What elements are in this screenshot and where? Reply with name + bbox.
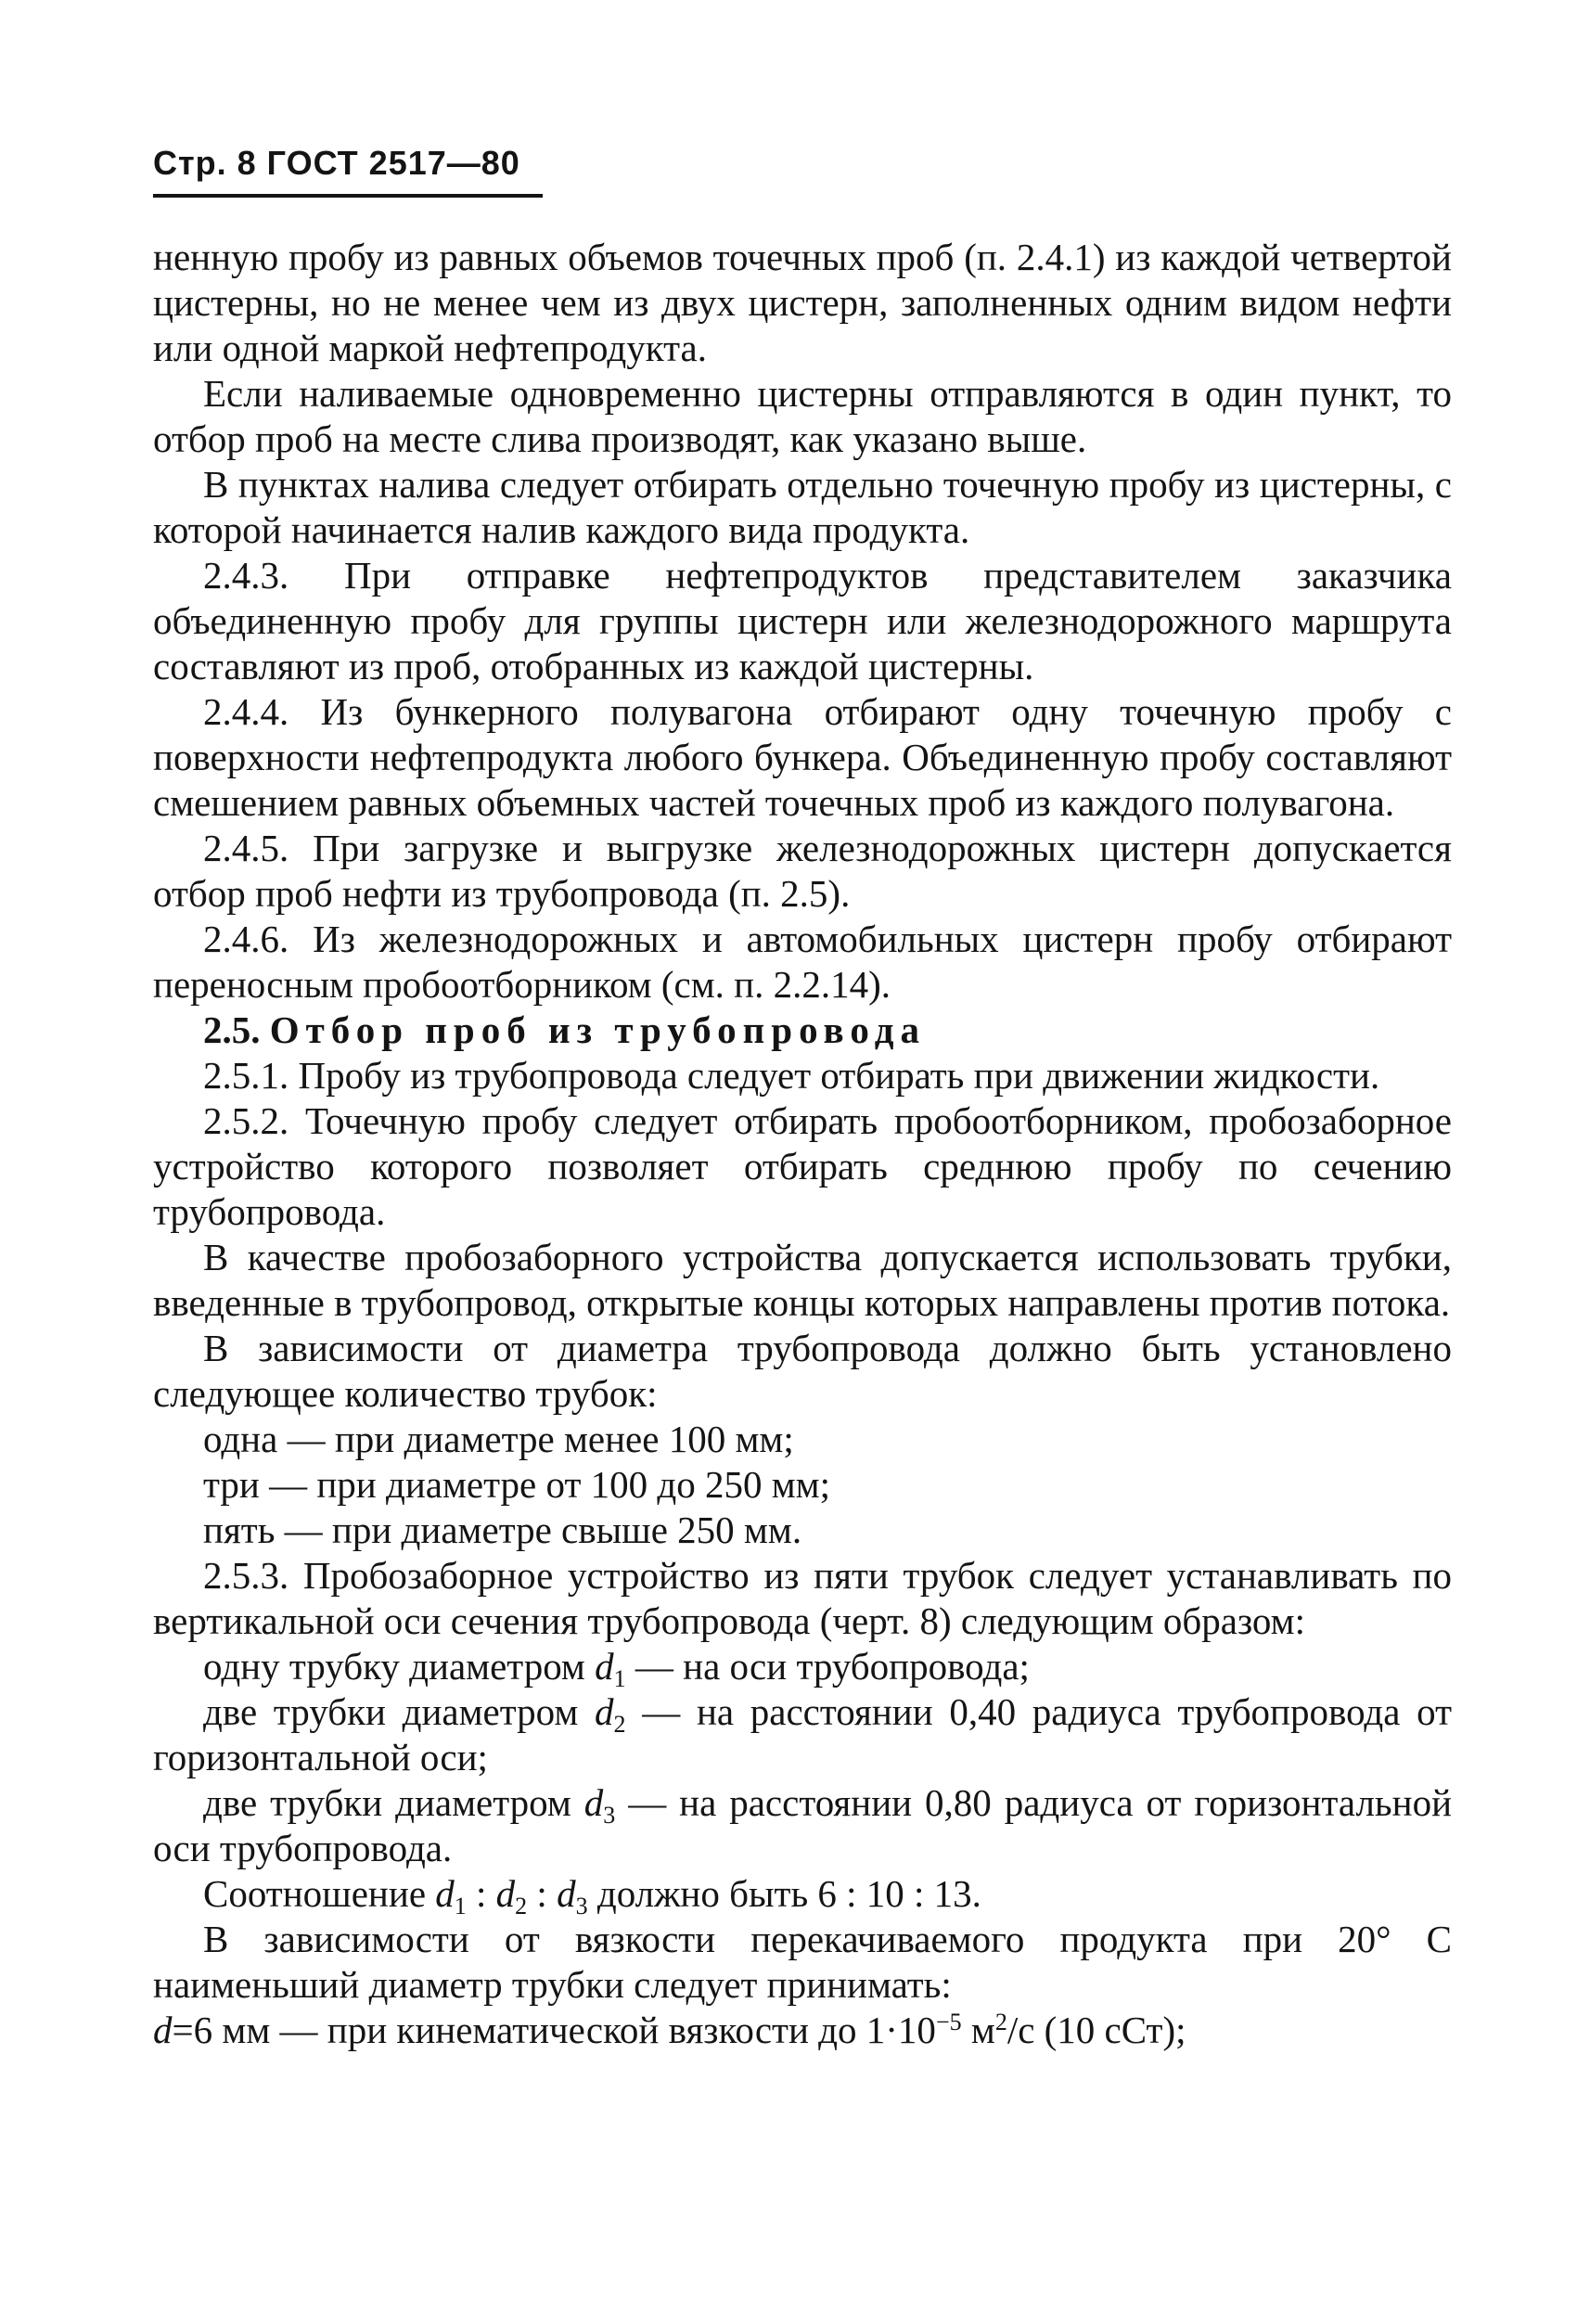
subscript: 3 xyxy=(575,1893,588,1920)
symbol-d: d xyxy=(435,1872,455,1915)
tube-d3-pre: две трубки диаметром xyxy=(203,1781,571,1824)
page-header: Стр. 8 ГОСТ 2517—80 xyxy=(153,144,543,198)
paragraph: ненную пробу из равных объемов точечных проб (п. 2.4.1) из каждой четвертой цистерны, но не менее чем из двух цистерн, заполненных одним видом нефти или одной маркой нефтепродукта. xyxy=(153,236,1452,369)
exponent: −5 xyxy=(935,2009,962,2035)
subscript: 2 xyxy=(613,1711,626,1738)
symbol-d: d xyxy=(583,1781,604,1824)
list-item: три — при диаметре от 100 до 250 мм; xyxy=(203,1463,831,1506)
tube-d1-pre: одну трубку диаметром xyxy=(203,1645,585,1688)
tube-d2-line xyxy=(153,1689,1452,1780)
ratio-line xyxy=(153,1871,1452,1920)
paragraph-2-4-4: 2.4.4. Из бункерного полувагона отбирают одну точечную пробу с поверхности нефтепродукта любого бункера. Объединенную пробу составляют смешением равных объемных частей точечных проб из каждого полувагона. xyxy=(153,690,1452,824)
viscosity-a: =6 мм — при кинематической вязкости до 1·10 xyxy=(172,2009,936,2051)
tube-d2-post: — на расстоянии 0,40 радиуса трубопровода от горизонтальной оси; xyxy=(153,1690,1453,1778)
section-title: Отбор проб из трубопровода xyxy=(269,1008,926,1051)
colon: : xyxy=(527,1872,558,1915)
symbol-d: d xyxy=(595,1645,614,1688)
document-body xyxy=(153,235,1452,2053)
paragraph: В качестве пробозаборного устройства допускается использовать трубки, введенные в трубопровод, открытые концы которых направлены против потока. xyxy=(153,1236,1452,1324)
document-page xyxy=(153,144,1452,2053)
section-heading-2-5 xyxy=(153,1008,1452,1053)
subscript: 3 xyxy=(603,1802,616,1829)
colon: : xyxy=(466,1872,496,1915)
paragraph-2-4-3: 2.4.3. При отправке нефтепродуктов представителем заказчика объединенную пробу для группы цистерн или железнодорожного маршрута составляют из проб, отобранных из каждой цистерны. xyxy=(153,554,1452,687)
paragraph-2-5-2: 2.5.2. Точечную пробу следует отбирать пробоотборником, пробозаборное устройство которого позволяет отбирать среднюю пробу по сечению трубопровода. xyxy=(153,1099,1452,1233)
paragraph-2-4-6: 2.4.6. Из железнодорожных и автомобильных цистерн пробу отбирают переносным пробоотборником (см. п. 2.2.14). xyxy=(153,918,1452,1006)
subscript: 1 xyxy=(454,1893,467,1920)
symbol-d: d xyxy=(153,2009,173,2051)
tube-d2-pre: две трубки диаметром xyxy=(203,1690,579,1733)
viscosity-c: /с (10 сСт); xyxy=(1006,2009,1186,2051)
paragraph-2-5-1: 2.5.1. Пробу из трубопровода следует отбирать при движении жидкости. xyxy=(203,1054,1380,1097)
tube-d1-post: — на оси трубопровода; xyxy=(635,1645,1030,1688)
paragraph-2-4-5: 2.4.5. При загрузке и выгрузке железнодорожных цистерн допускается отбор проб нефти из трубопровода (п. 2.5). xyxy=(153,827,1452,915)
ratio-pre: Соотношение xyxy=(203,1872,427,1915)
symbol-d: d xyxy=(595,1690,614,1733)
subscript: 1 xyxy=(613,1665,626,1692)
section-number: 2.5. xyxy=(203,1008,261,1051)
paragraph: В пунктах налива следует отбирать отдельно точечную пробу из цистерны, с которой начинается налив каждого вида продукта. xyxy=(153,463,1452,551)
list-item: одна — при диаметре менее 100 мм; xyxy=(203,1418,794,1460)
tube-d3-line xyxy=(153,1780,1452,1871)
paragraph-2-5-3: 2.5.3. Пробозаборное устройство из пяти трубок следует устанавливать по вертикальной оси сечения трубопровода (черт. 8) следующим образом: xyxy=(153,1554,1452,1642)
subscript: 2 xyxy=(515,1893,528,1920)
paragraph: Если наливаемые одновременно цистерны отправляются в один пункт, то отбор проб на месте слива производят, как указано выше. xyxy=(153,372,1452,460)
tube-d1-line xyxy=(153,1644,1452,1692)
ratio-post: должно быть 6 : 10 : 13. xyxy=(596,1872,981,1915)
viscosity-b: м xyxy=(961,2009,995,2051)
viscosity-line xyxy=(153,2008,1452,2053)
tube-d3-post: — на расстоянии 0,80 радиуса от горизонтальной оси трубопровода. xyxy=(153,1781,1453,1869)
paragraph: В зависимости от диаметра трубопровода должно быть установлено следующее количество трубок: xyxy=(153,1327,1452,1415)
exponent: 2 xyxy=(994,2009,1007,2035)
paragraph: В зависимости от вязкости перекачиваемого продукта при 20° С наименьший диаметр трубки следует принимать: xyxy=(153,1918,1452,2006)
list-item: пять — при диаметре свыше 250 мм. xyxy=(203,1509,802,1551)
symbol-d: d xyxy=(557,1872,576,1915)
symbol-d: d xyxy=(495,1872,516,1915)
